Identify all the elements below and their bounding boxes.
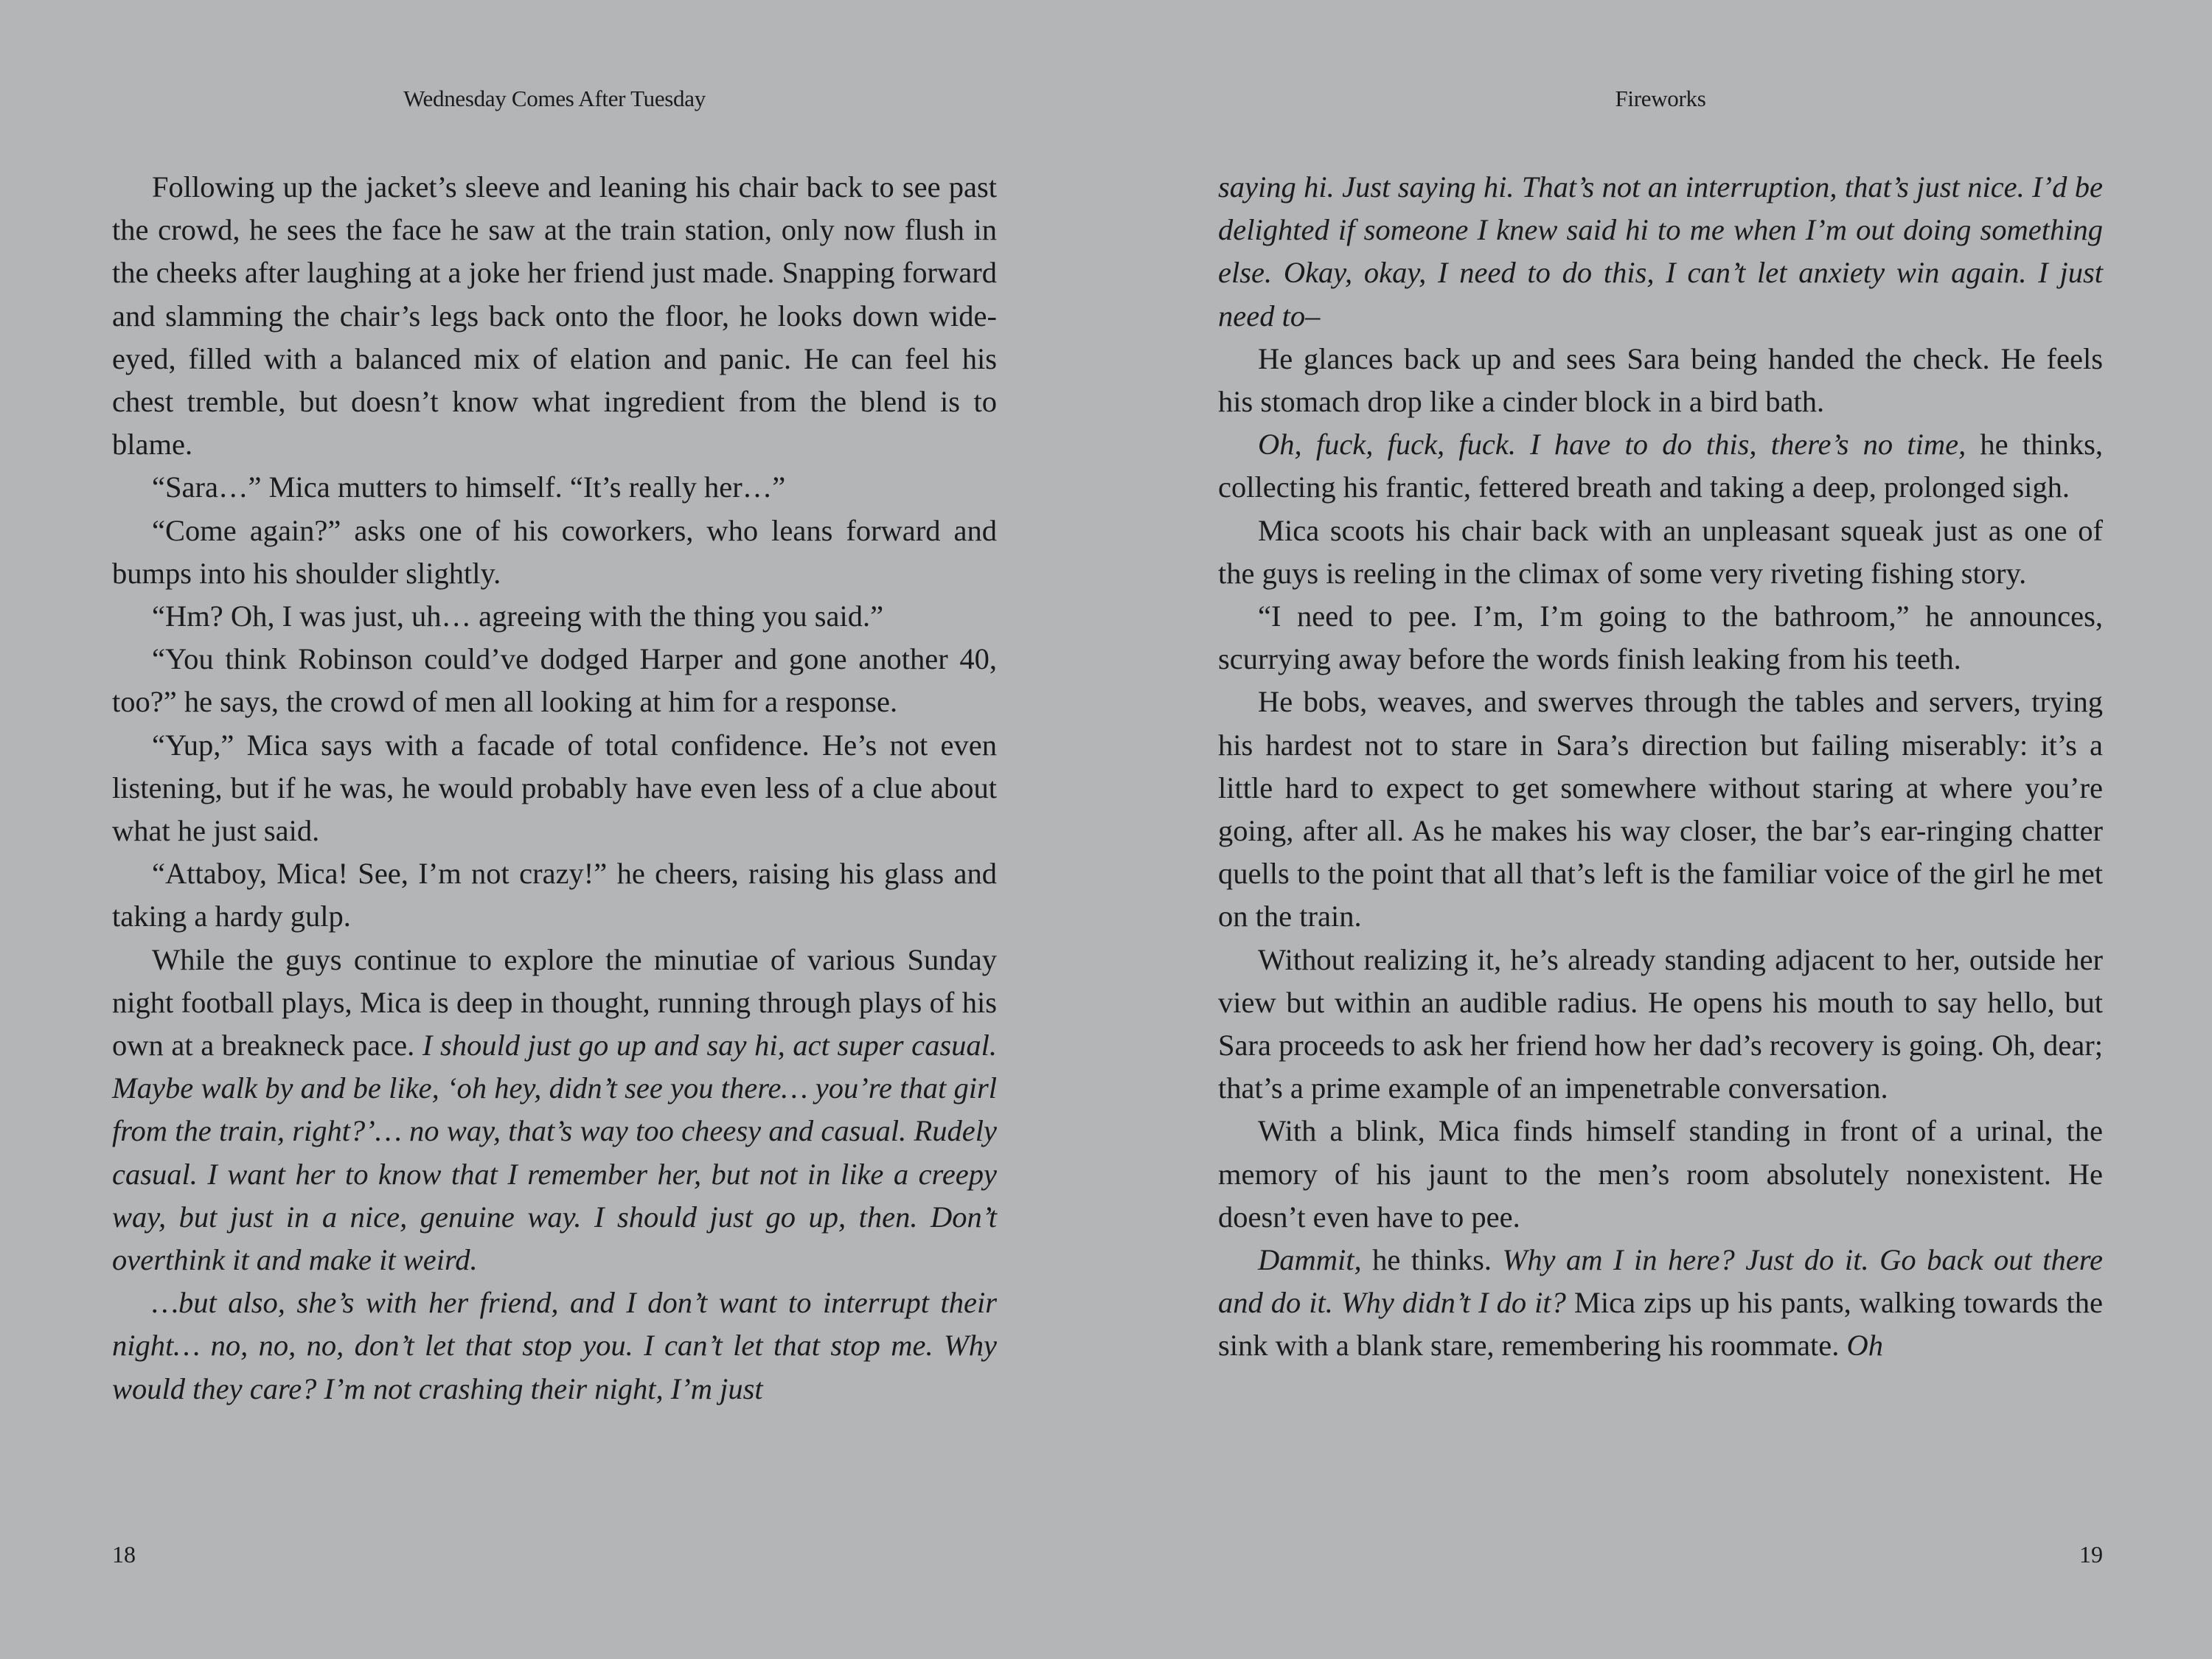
paragraph: [1218, 1239, 2103, 1368]
text-run: “You think Robinson could’ve dodged Harper and gone another 40, too?” he says, the crowd of men all looking at him for a response.: [112, 642, 997, 719]
paragraph: [112, 1281, 997, 1411]
paragraph: [112, 724, 997, 853]
paragraph: [112, 852, 997, 938]
italic-text: …but also, she’s with her friend, and I don’t want to interrupt their night… no, no, no, don’t let that stop you. I can’t let that stop me. Why would they care? I’m not crashing their night, I’m just: [112, 1286, 997, 1405]
right-page-number: 19: [2079, 1541, 2103, 1568]
paragraph: [1218, 1110, 2103, 1239]
text-run: With a blink, Mica finds himself standing in front of a urinal, the memory of his jaunt to the men’s room absolutely nonexistent. He doesn’t even have to pee.: [1218, 1114, 2103, 1234]
italic-text: Oh: [1846, 1329, 1884, 1363]
text-run: he thinks, collecting his frantic, fettered breath and taking a deep, prolonged sigh.: [1218, 428, 2103, 504]
text-run: “Yup,” Mica says with a facade of total confidence. He’s not even listening, but if he was, he would probably have even less of a clue about what he just said.: [112, 728, 997, 848]
text-run: While the guys continue to explore the minutiae of various Sunday night football plays, Mica is deep in thought, running through plays of his own at a breakneck pace.: [112, 942, 997, 1062]
italic-text: Oh, fuck, fuck, fuck. I have to do this, there’s no time,: [1258, 428, 1966, 462]
left-running-head: Wednesday Comes After Tuesday: [403, 86, 706, 111]
paragraph: [1218, 166, 2103, 338]
paragraph: [1218, 338, 2103, 423]
left-page-number: 18: [112, 1541, 136, 1568]
paragraph: [112, 939, 997, 1282]
paragraph: [1218, 939, 2103, 1110]
text-run: “Come again?” asks one of his coworkers, who leans forward and bumps into his shoulder slightly.: [112, 513, 997, 590]
text-run: Mica scoots his chair back with an unpleasant squeak just as one of the guys is reeling in the climax of some very riveting fishing story.: [1218, 513, 2103, 590]
italic-text: saying hi. Just saying hi. That’s not an interruption, that’s just nice. I’d be delighted if someone I knew said hi to me when I’m out doing something else. Okay, okay, I need to do this, I can’t let anxiety win again. I just need to–: [1218, 170, 2103, 333]
text-run: “Sara…” Mica mutters to himself. “It’s really her…”: [152, 470, 786, 504]
text-run: He bobs, weaves, and swerves through the tables and servers, trying his hardest not to stare in Sara’s direction but failing miserably: it’s a little hard to expect to get somewhere without staring at where you’re going, after all. As he makes his way closer, the bar’s ear-ringing chatter quells to the point that all that’s left is the familiar voice of the girl he met on the train.: [1218, 685, 2103, 933]
right-body-text: [1218, 166, 2103, 1368]
italic-text: Dammit,: [1258, 1243, 1362, 1277]
left-body-text: [112, 166, 997, 1411]
text-run: “Hm? Oh, I was just, uh… agreeing with the thing you said.”: [152, 599, 884, 633]
right-running-head: Fireworks: [1615, 86, 1706, 111]
italic-text: I should just go up and say hi, act super casual. Maybe walk by and be like, ‘oh hey, didn’t see you there… you’re that girl from the train, right?’… no way, that’s way too cheesy and casual. Rudely casual. I want her to know that I remember her, but not in like a creepy way, but just in a nice, genuine way. I should just go up, then. Don’t overthink it and make it weird.: [112, 1029, 997, 1277]
paragraph: [1218, 423, 2103, 509]
text-run: Mica zips up his pants, walking towards the sink with a blank stare, remembering his roommate.: [1218, 1286, 2103, 1363]
text-run: Following up the jacket’s sleeve and leaning his chair back to see past the crowd, he sees the face he saw at the train station, only now flush in the cheeks after laughing at a joke her friend just made. Snapping forward and slamming the chair’s legs back onto the floor, he looks down wide-eyed, filled with a balanced mix of elation and panic. He can feel his chest tremble, but doesn’t know what ingredient from the blend is to blame.: [112, 170, 997, 462]
left-page: [112, 0, 997, 1659]
paragraph: [112, 595, 997, 638]
paragraph: [1218, 509, 2103, 595]
text-run: he thinks.: [1361, 1243, 1503, 1277]
paragraph: [1218, 595, 2103, 681]
right-page: [1218, 0, 2103, 1659]
paragraph: [1218, 681, 2103, 938]
text-run: “I need to pee. I’m, I’m going to the bathroom,” he announces, scurrying away before the words finish leaking from his teeth.: [1218, 599, 2103, 676]
paragraph: [112, 166, 997, 466]
paragraph: [112, 466, 997, 509]
text-run: Without realizing it, he’s already standing adjacent to her, outside her view but within an audible radius. He opens his mouth to say hello, but Sara proceeds to ask her friend how her dad’s recovery is going. Oh, dear; that’s a prime example of an impenetrable conversation.: [1218, 942, 2103, 1105]
text-run: He glances back up and sees Sara being handed the check. He feels his stomach drop like a cinder block in a bird bath.: [1218, 341, 2103, 419]
paragraph: [112, 509, 997, 595]
paragraph: [112, 638, 997, 723]
text-run: “Attaboy, Mica! See, I’m not crazy!” he cheers, raising his glass and taking a hardy gulp.: [112, 857, 997, 933]
italic-text: Why am I in here? Just do it. Go back out there and do it. Why didn’t I do it?: [1218, 1243, 2103, 1320]
